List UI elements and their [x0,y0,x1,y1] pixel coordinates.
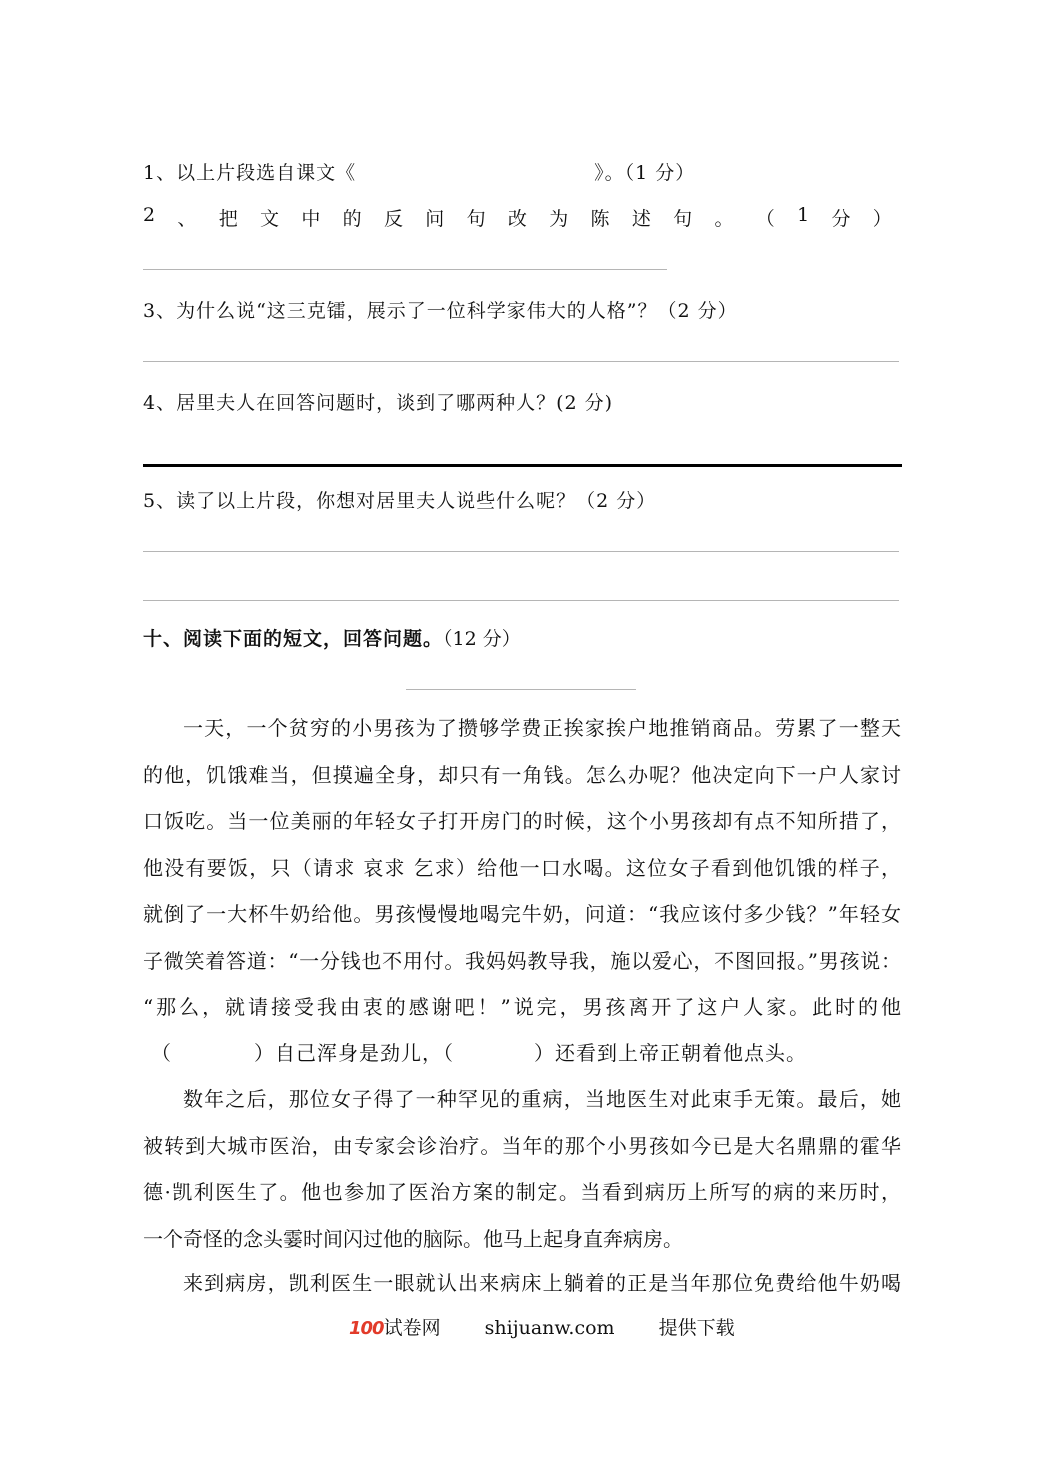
question-3: 3、为什么说“这三克镭，展示了一位科学家伟大的人格”？（2 分） [143,300,738,322]
footer [349,1313,735,1340]
question-2-char: 句 [673,208,694,230]
question-2-char: 反 [383,208,404,230]
blank-1-open: （ [151,1041,172,1065]
section-10-title: 十、阅读下面的短文，回答问题。 [143,628,444,650]
passage-line: “那么，就请接受我由衷的感谢吧！”说完，男孩离开了这户人家。此时的他 [143,995,901,1019]
question-5: 5、读了以上片段，你想对居里夫人说些什么呢？（2 分） [143,490,657,512]
answer-line-3[interactable] [143,361,899,362]
passage-paragraph-3 [143,1260,901,1307]
passage-paragraph-2 [143,1076,901,1262]
question-2-char: 。 [714,208,735,230]
answer-line-4[interactable] [143,464,902,467]
passage-line: 来到病房，凯利医生一眼就认出来病床上躺着的正是当年那位免费给他牛奶喝 [183,1271,901,1295]
passage-line: 德·凯利医生了。他也参加了医治方案的制定。当看到病历上所写的病的来历时， [143,1180,901,1204]
question-4: 4、居里夫人在回答问题时，谈到了哪两种人？(2 分) [143,392,614,414]
question-2-char: 述 [631,208,652,230]
question-2-char: 分 [831,208,852,230]
passage-line: 的他，饥饿难当，但摸遍全身，却只有一角钱。怎么办呢？他决定向下一户人家讨 [143,762,901,787]
passage-paragraph-1-last-line [151,1037,807,1066]
question-2-char: 2 [143,204,157,226]
question-2-char: 文 [260,208,281,230]
answer-line-5a[interactable] [143,551,899,552]
blank-1-close: ）自己浑身是劲儿，（ [254,1041,454,1065]
passage-line: 口饭吃。当一位美丽的年轻女子打开房门的时候，这个小男孩却有点不知所措了， [143,809,901,833]
passage-line: 子微笑着答道：“一分钱也不用付。我妈妈教导我，施以爱心，不图回报。”男孩说： [143,948,901,973]
question-2 [143,204,893,231]
passage-line: 数年之后，那位女子得了一种罕见的重病，当地医生对此束手无策。最后，她 [183,1087,901,1111]
question-2-char: 问 [425,208,446,230]
passage-paragraph-1 [143,705,901,1031]
question-2-char: 的 [342,208,363,230]
passage-line: 他没有要饭，只（请求 哀求 乞求）给他一口水喝。这位女子看到他饥饿的样子， [143,855,901,880]
question-2-char: （ [755,208,776,230]
question-2-char: 改 [507,208,528,230]
passage-line: 被转到大城市医治，由专家会诊治疗。当年的那个小男孩如今已是大名鼎鼎的霍华 [143,1133,901,1158]
question-1 [143,158,695,185]
passage-line: 一天，一个贫穷的小男孩为了攒够学费正挨家挨户地推销商品。劳累了一整天 [183,716,901,740]
question-2-char: 把 [218,208,239,230]
footer-site-name: 试卷网 [383,1317,441,1339]
passage-line: 一个奇怪的念头霎时间闪过他的脑际。他马上起身直奔病房。 [143,1226,683,1251]
section-10-score: （12 分） [443,628,521,650]
question-2-char: 、 [177,208,198,230]
question-2-char: ） [872,208,893,230]
site-logo: 100 [349,1318,384,1339]
question-2-char: 句 [466,208,487,230]
question-1-prefix: 1、以上片段选自课文《 [143,162,357,184]
section-10-heading [143,624,521,651]
question-2-char: 陈 [590,208,611,230]
answer-line-2[interactable] [143,269,667,270]
question-2-char: 中 [301,208,322,230]
question-2-char: 1 [797,204,811,226]
answer-line-5b[interactable] [143,600,899,601]
question-1-suffix: 》。（1 分） [594,162,696,184]
passage-line: 就倒了一大杯牛奶给他。男孩慢慢地喝完牛奶，问道：“我应该付多少钱？”年轻女 [143,902,901,926]
question-2-char: 为 [549,208,570,230]
footer-url[interactable]: shijuanw.com [484,1317,615,1339]
blank-2-close: ）还看到上帝正朝着他点头。 [534,1041,807,1065]
footer-note: 提供下载 [658,1317,735,1339]
title-blank-line[interactable] [406,689,636,690]
